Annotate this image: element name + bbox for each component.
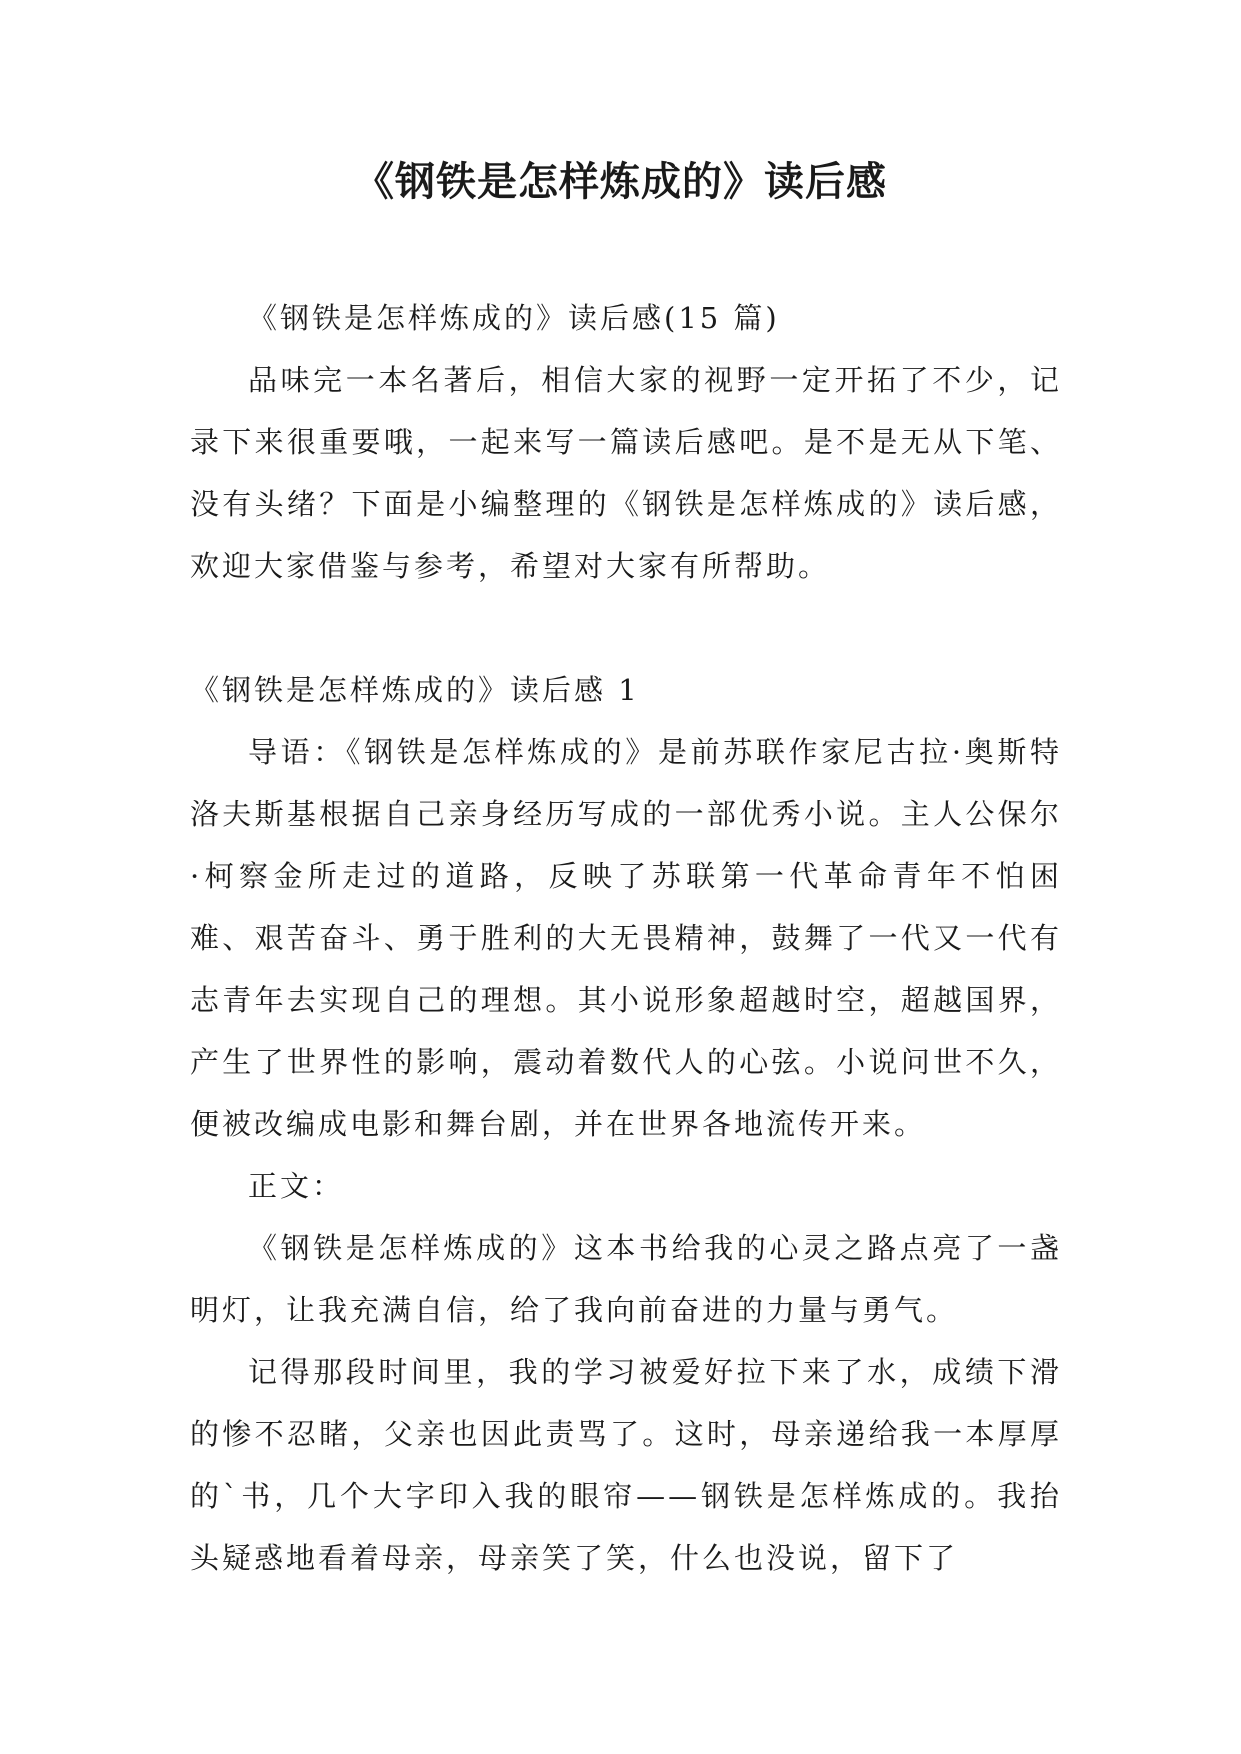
document-body — [190, 287, 1062, 1589]
document-title: 《钢铁是怎样炼成的》读后感 — [354, 159, 887, 205]
body-paragraph: 记得那段时间里，我的学习被爱好拉下来了水，成绩下滑的惨不忍睹，父亲也因此责骂了。这时，母亲递给我一本厚厚的`书，几个大字印入我的眼帘——钢铁是怎样炼成的。我抬头疑惑地看着母亲，母亲笑了笑，什么也没说，留下了 — [190, 1355, 1062, 1575]
section-heading: 《钢铁是怎样炼成的》读后感 1 — [190, 673, 640, 707]
body-paragraph: 《钢铁是怎样炼成的》这本书给我的心灵之路点亮了一盏明灯，让我充满自信，给了我向前奋进的力量与勇气。 — [190, 1231, 1062, 1327]
body-paragraph: 导语：《钢铁是怎样炼成的》是前苏联作家尼古拉·奥斯特洛夫斯基根据自己亲身经历写成的一部优秀小说。主人公保尔·柯察金所走过的道路，反映了苏联第一代革命青年不怕困难、艰苦奋斗、勇于胜利的大无畏精神，鼓舞了一代又一代有志青年去实现自己的理想。其小说形象超越时空，超越国界，产生了世界性的影响，震动着数代人的心弦。小说问世不久，便被改编成电影和舞台剧，并在世界各地流传开来。 — [190, 735, 1062, 1141]
body-paragraph: 正文： — [248, 1169, 345, 1203]
intro-paragraph: 品味完一本名著后，相信大家的视野一定开拓了不少，记录下来很重要哦，一起来写一篇读后感吧。是不是无从下笔、没有头绪？下面是小编整理的《钢铁是怎样炼成的》读后感，欢迎大家借鉴与参考，希望对大家有所帮助。 — [190, 363, 1062, 583]
document-subtitle: 《钢铁是怎样炼成的》读后感(15 篇) — [248, 301, 780, 335]
section-gap — [190, 597, 1062, 659]
